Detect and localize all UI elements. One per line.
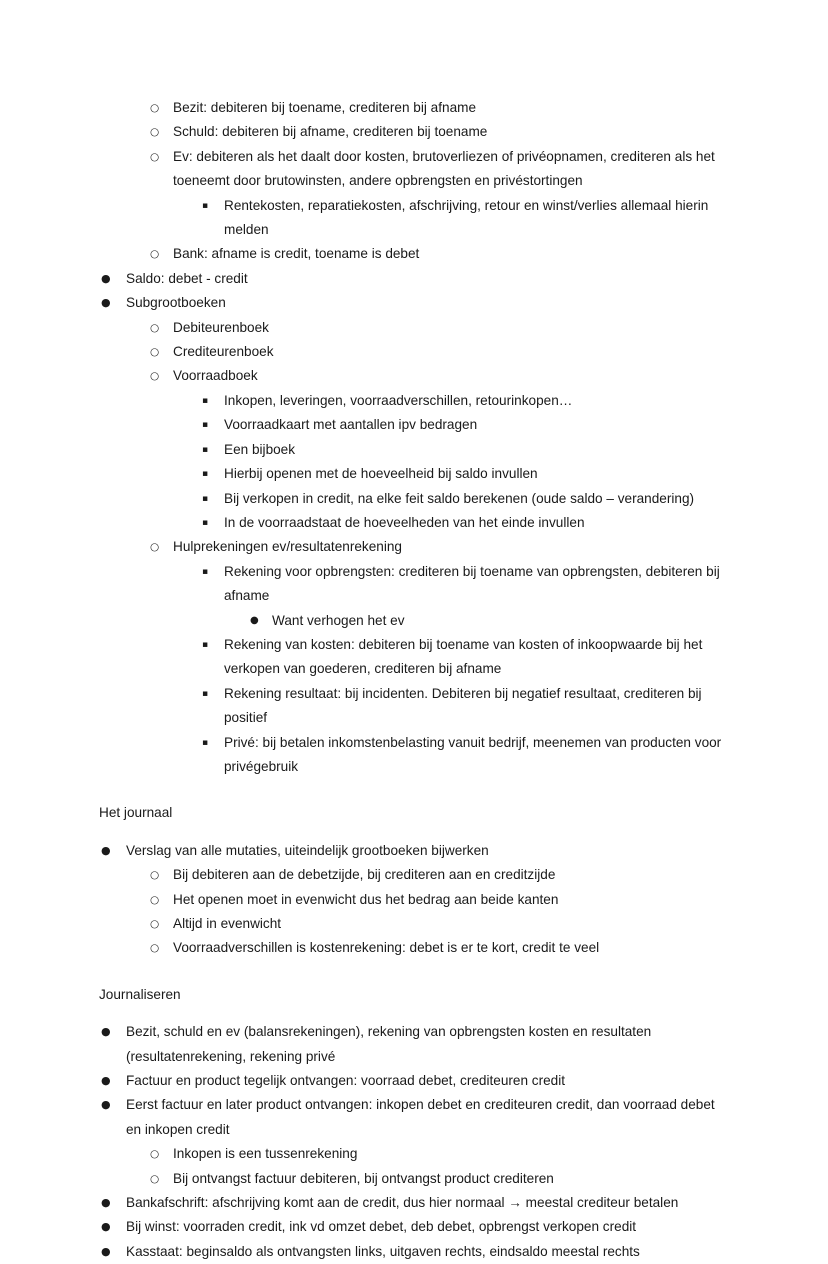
- bullet-level2-marker: ○: [150, 150, 160, 163]
- list-item-text: Schuld: debiteren bij afname, crediteren bij toename: [173, 124, 488, 140]
- list-item-text: Rentekosten, reparatiekosten, afschrijving, retour en winst/verlies allemaal hierin melden: [224, 197, 709, 238]
- list-item: [150, 535, 729, 559]
- list-item: [202, 487, 729, 511]
- list-item: [150, 912, 729, 936]
- list-item-text: Verslag van alle mutaties, uiteindelijk grootboeken bijwerken: [126, 842, 489, 858]
- bullet-level3-marker: ▪: [202, 737, 209, 748]
- bullet-level3-marker: ▪: [202, 200, 209, 211]
- bullet-level3-marker: ▪: [202, 420, 209, 431]
- list-item-text: Inkopen is een tussenrekening: [173, 1146, 358, 1162]
- journaliseren-section: [99, 983, 729, 1264]
- bullet-level2-marker: ○: [150, 541, 160, 554]
- list-item-text: Bij ontvangst factuur debiteren, bij ontvangst product crediteren: [173, 1170, 554, 1186]
- heading-journaliseren: Journaliseren: [99, 986, 181, 1002]
- list-item-text: Bezit: debiteren bij toename, crediteren bij afname: [173, 100, 477, 115]
- list-item-text: Rekening resultaat: bij incidenten. Debiteren bij negatief resultaat, crediteren bij positief: [224, 685, 702, 726]
- list-item: [150, 1142, 729, 1166]
- heading-het-journaal: Het journaal: [99, 805, 173, 821]
- heading-spacer-2: [99, 1007, 729, 1020]
- list-item-text: Want verhogen het ev: [272, 612, 405, 628]
- list-item: [202, 438, 729, 462]
- list-item-text: Een bijboek: [224, 441, 296, 457]
- list-item-text: Bij winst: voorraden credit, ink vd omzet debet, deb debet, opbrengst verkopen credit: [126, 1219, 637, 1235]
- journaal-section: [99, 801, 729, 960]
- journaal-list: [99, 839, 729, 961]
- bullet-level3-marker: ▪: [202, 469, 209, 480]
- list-item: [101, 291, 729, 315]
- bullet-level2-marker: ○: [150, 1148, 160, 1161]
- list-item-text: Het openen moet in evenwicht dus het bedrag aan beide kanten: [173, 891, 559, 907]
- list-item: [202, 194, 729, 243]
- list-item: [202, 682, 729, 731]
- bullet-level3-marker: ▪: [202, 688, 209, 699]
- bullet-level2-marker: ○: [150, 126, 160, 139]
- list-item-text: Bij debiteren aan de debetzijde, bij crediteren aan en creditzijde: [173, 867, 556, 883]
- list-item: [101, 1191, 729, 1215]
- bullet-level1-marker: ●: [101, 1220, 111, 1234]
- list-item-text: Eerst factuur en later product ontvangen: inkopen debet en crediteuren credit, dan voorraad debet en inkopen credit: [126, 1097, 715, 1137]
- bullet-level3-marker: ▪: [202, 395, 209, 406]
- list-item: [202, 462, 729, 486]
- journaliseren-list: [99, 1020, 729, 1264]
- list-item-text: Factuur en product tegelijk ontvangen: voorraad debet, crediteuren credit: [126, 1073, 566, 1089]
- list-item-text: Bezit, schuld en ev (balansrekeningen), rekening van opbrengsten kosten en resultaten (resultatenrekening, rekening privé: [126, 1024, 652, 1064]
- bullet-level4-marker: ●: [250, 614, 259, 626]
- section-spacer-2: [99, 961, 729, 983]
- list-item-text: Hierbij openen met de hoeveelheid bij saldo invullen: [224, 466, 538, 482]
- list-item: [202, 560, 729, 609]
- document-body: [99, 96, 729, 1264]
- grootboek-section: [99, 96, 729, 779]
- grootboek-list: [99, 96, 729, 779]
- bullet-level1-marker: ●: [101, 1025, 111, 1039]
- list-item-text: Rekening voor opbrengsten: crediteren bij toename van opbrengsten, debiteren bij afname: [224, 563, 720, 604]
- bullet-level1-marker: ●: [101, 1196, 111, 1210]
- list-item-text: Hulprekeningen ev/resultatenrekening: [173, 539, 402, 555]
- list-item: [150, 888, 729, 912]
- list-item: [101, 839, 729, 863]
- list-item: [150, 145, 729, 194]
- bullet-level1-marker: ●: [101, 1244, 111, 1258]
- list-item: [150, 316, 729, 340]
- list-item-text: Bank: afname is credit, toename is debet: [173, 246, 420, 262]
- list-item: [150, 96, 729, 120]
- list-item: [101, 1240, 729, 1264]
- bullet-level2-marker: ○: [150, 942, 160, 955]
- bullet-level1-marker: ●: [101, 843, 111, 857]
- list-item: [150, 863, 729, 887]
- list-item: [202, 731, 729, 780]
- bullet-level2-marker: ○: [150, 346, 160, 359]
- list-item-text: Bij verkopen in credit, na elke feit saldo berekenen (oude saldo – verandering): [224, 490, 695, 506]
- list-item-text: Voorraadkaart met aantallen ipv bedragen: [224, 417, 478, 433]
- list-item: [150, 1167, 729, 1191]
- bullet-level2-marker: ○: [150, 1172, 160, 1185]
- list-item: [150, 364, 729, 388]
- list-item-text: Bankafschrift: afschrijving komt aan de credit, dus hier normaal → meestal crediteur betalen: [126, 1195, 679, 1211]
- list-item-text: Altijd in evenwicht: [173, 916, 282, 931]
- bullet-level3-marker: ▪: [202, 639, 209, 650]
- bullet-level1-marker: ●: [101, 1074, 111, 1088]
- list-item-text: Saldo: debet - credit: [126, 270, 248, 286]
- bullet-level1-marker: ●: [101, 271, 111, 285]
- list-item-text: Voorraadboek: [173, 368, 258, 384]
- list-item: [202, 633, 729, 682]
- list-item-text: In de voorraadstaat de hoeveelheden van het einde invullen: [224, 514, 585, 530]
- list-item-text: Rekening van kosten: debiteren bij toename van kosten of inkoopwaarde bij het verkopen van goederen, crediteren bij afname: [224, 636, 703, 677]
- bullet-level2-marker: ○: [150, 321, 160, 334]
- list-item-text: Subgrootboeken: [126, 295, 226, 311]
- bullet-level3-marker: ▪: [202, 566, 209, 577]
- section-spacer: [99, 779, 729, 801]
- list-item-text: Crediteurenboek: [173, 344, 274, 360]
- list-item: [150, 340, 729, 364]
- list-item: [150, 120, 729, 144]
- list-item: [250, 609, 729, 633]
- list-item-text: Debiteurenboek: [173, 319, 269, 335]
- bullet-level3-marker: ▪: [202, 493, 209, 504]
- list-item-text: Ev: debiteren als het daalt door kosten, brutoverliezen of privéopnamen, crediteren als het toeneemt door brutowinsten, andere opbrengsten en privéstortingen: [173, 148, 715, 189]
- bullet-level2-marker: ○: [150, 893, 160, 906]
- bullet-level1-marker: ●: [101, 1098, 111, 1112]
- list-item: [101, 1069, 729, 1093]
- bullet-level2-marker: ○: [150, 869, 160, 882]
- list-item: [101, 1093, 729, 1142]
- bullet-level2-marker: ○: [150, 370, 160, 383]
- list-item-text: Privé: bij betalen inkomstenbelasting vanuit bedrijf, meenemen van producten voor privégebruik: [224, 734, 722, 774]
- bullet-level1-marker: ●: [101, 296, 111, 310]
- list-item: [101, 1215, 729, 1239]
- list-item: [101, 1020, 729, 1069]
- bullet-level2-marker: ○: [150, 918, 160, 930]
- list-item: [202, 389, 729, 413]
- bullet-level2-marker: ○: [150, 102, 160, 114]
- list-item: [101, 267, 729, 291]
- list-item: [150, 242, 729, 266]
- list-item-text: Voorraadverschillen is kostenrekening: debet is er te kort, credit te veel: [173, 940, 600, 956]
- list-item-text: Kasstaat: beginsaldo als ontvangsten links, uitgaven rechts, eindsaldo meestal rechts: [126, 1243, 640, 1259]
- heading-spacer: [99, 826, 729, 839]
- bullet-level3-marker: ▪: [202, 444, 209, 455]
- list-item-text: Inkopen, leveringen, voorraadverschillen, retourinkopen…: [224, 392, 573, 408]
- list-item: [202, 511, 729, 535]
- bullet-level2-marker: ○: [150, 248, 160, 261]
- list-item: [202, 413, 729, 437]
- bullet-level3-marker: ▪: [202, 517, 209, 528]
- list-item: [150, 936, 729, 960]
